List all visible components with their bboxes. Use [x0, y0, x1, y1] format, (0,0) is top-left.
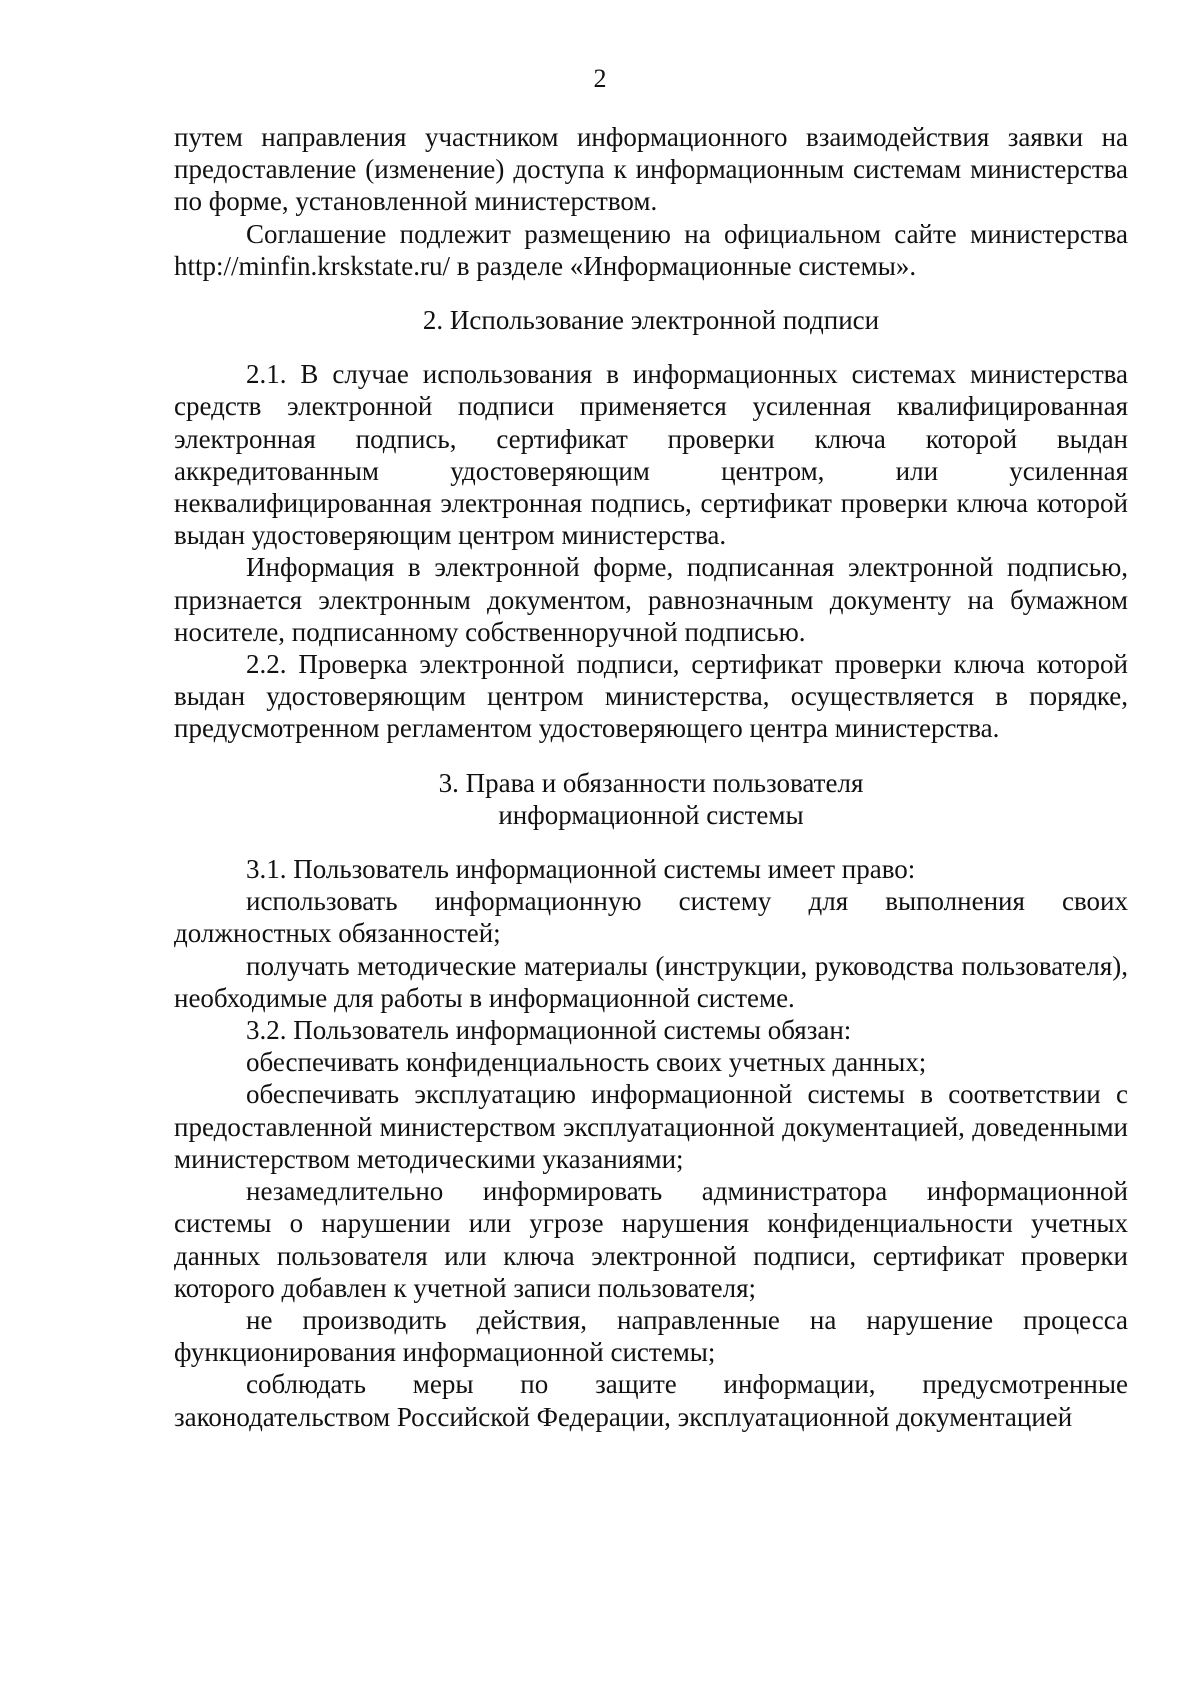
list-item-confidentiality: обеспечивать конфиденциальность своих учетных данных;: [246, 1047, 927, 1078]
section-heading-2: 2. Использование электронной подписи: [422, 305, 880, 336]
page-number: 2: [593, 64, 607, 93]
paragraph-agreement-publication: Соглашение подлежит размещению на официальном сайте министерства http://minfin.krskstate.ru/ в разделе «Информационные системы».: [174, 218, 1128, 281]
document-body: [174, 121, 1128, 1433]
list-item-operation: обеспечивать эксплуатацию информационной системы в соответствии с предоставленной министерством эксплуатационной документацией, доведенными министерством методическими указаниями;: [174, 1079, 1128, 1174]
paragraph-2-1: 2.1. В случае использования в информационных системах министерства средств электронной подписи применяется усиленная квалифицированная электронная подпись, сертификат проверки ключа которой выдан аккредитованным удостоверяющим центром, или усиленная неквалифицированная электронная подпись, сертификат проверки ключа которой выдан удостоверяющим центром министерства.: [174, 359, 1128, 551]
list-item-use-system: использовать информационную систему для выполнения своих должностных обязанностей;: [174, 886, 1128, 949]
paragraph-3-1: 3.1. Пользователь информационной системы имеет право:: [246, 854, 916, 885]
list-item-get-materials: получать методические материалы (инструкции, руководства пользователя), необходимые для работы в информационной системе.: [174, 950, 1128, 1013]
section-heading-3-line-1: 3. Права и обязанности пользователя: [438, 767, 864, 798]
list-item-inform-admin: незамедлительно информировать администратора информационной системы о нарушении или угрозе нарушения конфиденциальности учетных данных пользователя или ключа электронной подписи, сертификат проверки которого добавлен к учетной записи пользователя;: [174, 1176, 1128, 1303]
paragraph-electronic-document: Информация в электронной форме, подписанная электронной подписью, признается электронным документом, равнозначным документу на бумажном носителе, подписанному собственноручной подписью.: [174, 552, 1128, 647]
paragraph-request-access: путем направления участником информационного взаимодействия заявки на предоставление (изменение) доступа к информационным системам министерства по форме, установленной министерством.: [174, 122, 1128, 217]
list-item-protection-measures: соблюдать меры по защите информации, предусмотренные законодательством Российской Федерации, эксплуатационной документацией: [174, 1369, 1128, 1432]
list-item-no-disruption: не производить действия, направленные на нарушение процесса функционирования информационной системы;: [174, 1304, 1128, 1368]
paragraph-2-2: 2.2. Проверка электронной подписи, сертификат проверки ключа которой выдан удостоверяющим центром министерства, осуществляется в порядке, предусмотренном регламентом удостоверяющего центра министерства.: [174, 649, 1128, 744]
section-heading-3-line-2: информационной системы: [498, 799, 804, 830]
paragraph-3-2: 3.2. Пользователь информационной системы обязан:: [246, 1015, 852, 1046]
